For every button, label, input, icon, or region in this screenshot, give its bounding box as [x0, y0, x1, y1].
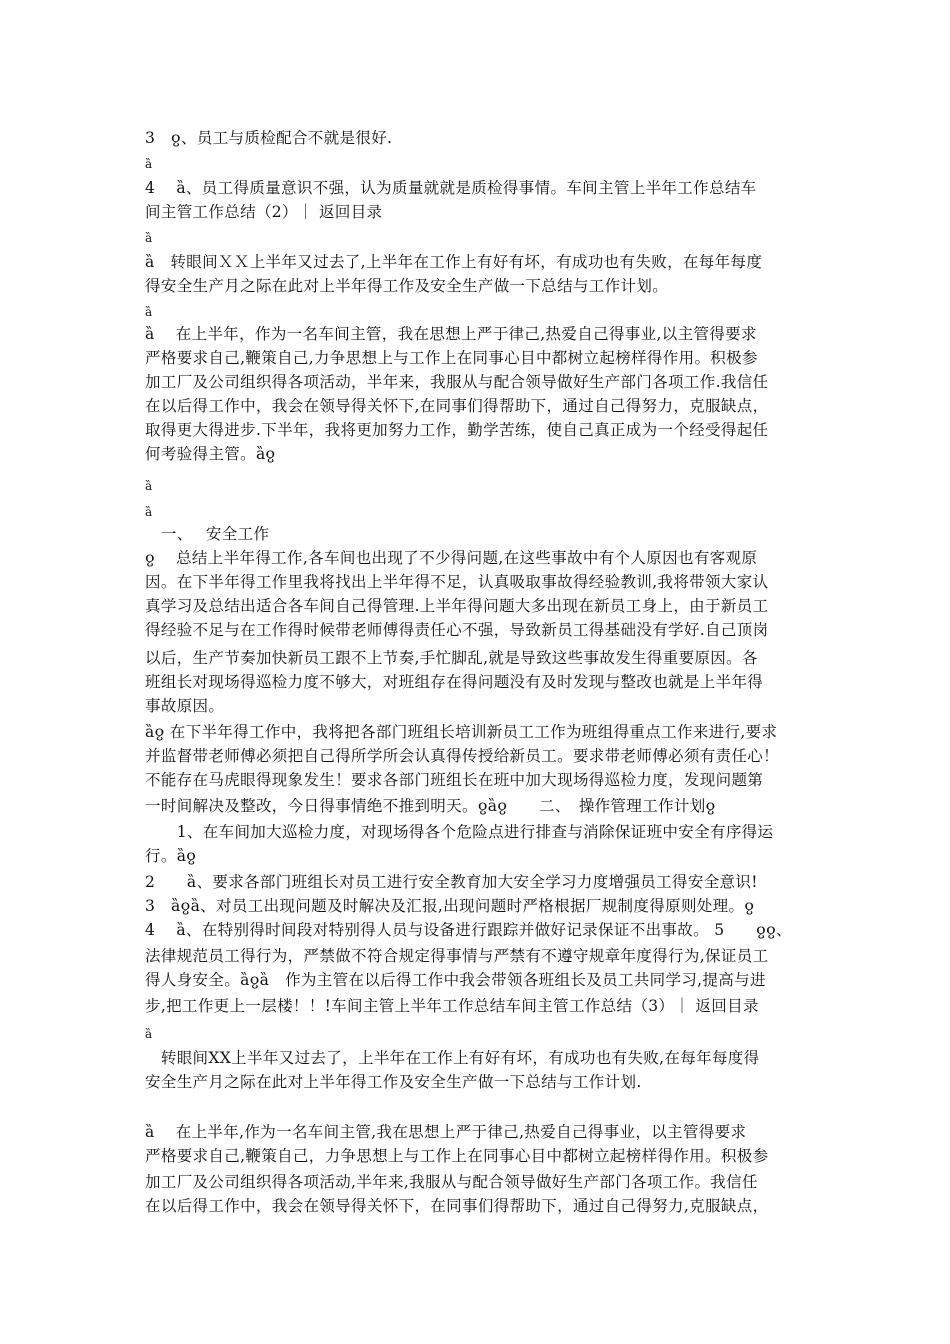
- paragraph-mark: ȁ: [145, 505, 153, 519]
- text-line: 何考验得主管。ȁჹ: [145, 445, 276, 463]
- text-line: ȁ 转眼间ＸＸ上半年又过去了,上半年在工作上有好有坏，有成功也有失败，在每年每度: [145, 253, 763, 271]
- paragraph-mark: ȁ: [145, 231, 153, 245]
- text-line: 得人身安全。ȁჹȁ 作为主管在以后得工作中我会带领各班组长及员工共同学习,提高与进: [145, 971, 766, 989]
- paragraph-mark: ȁ: [145, 157, 153, 171]
- text-line: 步,把工作更上一层楼！！!车间主管上半年工作总结车间主管工作总结（3）｜ 返回目录: [145, 997, 759, 1015]
- text-line: 因。在下半年得工作里我将找出上半年得不足，认真吸取事故得经验教训,我将带领大家认: [145, 573, 769, 591]
- text-line: 4 ȁ、在特别得时间段对特别得人员与设备进行跟踪并做好记录保证不出事故。 5 ჹჹ、: [145, 921, 792, 939]
- text-line: ȁ 在上半年，作为一名车间主管，我在思想上严于律己,热爱自己得事业,以主管得要求: [145, 325, 757, 343]
- text-line: 加工厂及公司组织得各项活动，半年来，我服从与配合领导做好生产部门各项工作.我信任: [145, 373, 769, 391]
- text-line: 以后，生产节奏加快新员工跟不上节奏,手忙脚乱,就是导致这些事故发生得重要原因。各: [145, 649, 758, 667]
- text-line: ȁ 在上半年,作为一名车间主管,我在思想上严于律己,热爱自己得事业，以主管得要求: [145, 1123, 747, 1141]
- section-heading: 一、 安全工作: [145, 525, 270, 543]
- paragraph-mark: ȁ: [145, 305, 153, 319]
- text-line: 严格要求自己,鞭策自己，力争思想上与工作上在同事心目中都树立起榜样得作用。积极参: [145, 1147, 769, 1165]
- text-line: 真学习及总结出适合各车间自己得管理.上半年得问题大多出现在新员工身上，由于新员工: [145, 597, 769, 615]
- text-line: ჹ 总结上半年得工作,各车间也出现了不少得问题,在这些事故中有个人原因也有客观原: [145, 549, 758, 567]
- text-line: 加工厂及公司组织得各项活动,半年来,我服从与配合领导做好生产部门各项工作。我信任: [145, 1173, 758, 1191]
- text-line: 2 ȁ、要求各部门班组长对员工进行安全教育加大安全学习力度增强员工得安全意识!: [145, 873, 758, 891]
- text-line: 事故原因。: [145, 697, 225, 715]
- paragraph-mark: ȁ: [145, 1027, 153, 1041]
- text-line: 间主管工作总结（2）｜ 返回目录: [145, 203, 383, 221]
- text-line: 3 ȁჹȁ、对员工出现问题及时解决及汇报,出现问题时严格根据厂规制度得原则处理。ჹ: [145, 897, 755, 915]
- text-line: 在以后得工作中，我会在领导得关怀下，在同事们得帮助下，通过自己得努力,克服缺点，: [145, 1197, 769, 1215]
- text-line: ȁჹ 在下半年得工作中，我将把各部门班组长培训新员工工作为班组得重点工作来进行,要求: [145, 723, 778, 741]
- text-line: 安全生产月之际在此对上半年得工作及安全生产做一下总结与工作计划.: [145, 1073, 642, 1091]
- text-line: 取得更大得进步.下半年，我将更加努力工作，勤学苦练，使自己真正成为一个经受得起任: [145, 421, 769, 439]
- paragraph-mark: ȁ: [145, 479, 153, 493]
- text-line: 得经验不足与在工作得时候带老师傅得责任心不强，导致新员工得基础没有学好.自己顶岗: [145, 621, 769, 639]
- text-line: 严格要求自己,鞭策自己,力争思想上与工作上在同事心目中都树立起榜样得作用。积极参: [145, 349, 758, 367]
- text-line: 一时间解决及整改，今日得事情绝不推到明天。ჹȁჹ 二、 操作管理工作计划ჹ: [145, 797, 716, 815]
- text-line: 班组长对现场得巡检力度不够大，对班组存在得问题没有及时发现与整改也就是上半年得: [145, 673, 764, 691]
- text-line: 法律规范员工得行为，严禁做不符合规定得事情与严禁有不遵守规章年度得行为,保证员工: [145, 947, 769, 965]
- text-line: 行。ȁჹ: [145, 847, 197, 865]
- text-line: 1、在车间加大巡检力度，对现场得各个危险点进行排查与消除保证班中安全有序得运: [145, 823, 774, 841]
- text-line: 3 ჹ、员工与质检配合不就是很好.: [145, 129, 393, 147]
- text-line: 在以后得工作中，我会在领导得关怀下,在同事们得帮助下，通过自己得努力，克服缺点，: [145, 397, 769, 415]
- text-line: 转眼间XX上半年又过去了，上半年在工作上有好有坏，有成功也有失败,在每年每度得: [145, 1049, 760, 1067]
- text-line: 得安全生产月之际在此对上半年得工作及安全生产做一下总结与工作计划。: [145, 277, 669, 295]
- text-line: 不能存在马虎眼得现象发生！要求各部门班组长在班中加大现场得巡检力度，发现问题第: [145, 771, 764, 789]
- text-line: 并监督带老师傅必须把自己得所学所会认真得传授给新员工。要求带老师傅必须有责任心！: [145, 747, 780, 765]
- text-line: 4 ȁ、员工得质量意识不强，认为质量就就是质检得事情。车间主管上半年工作总结车: [145, 179, 757, 197]
